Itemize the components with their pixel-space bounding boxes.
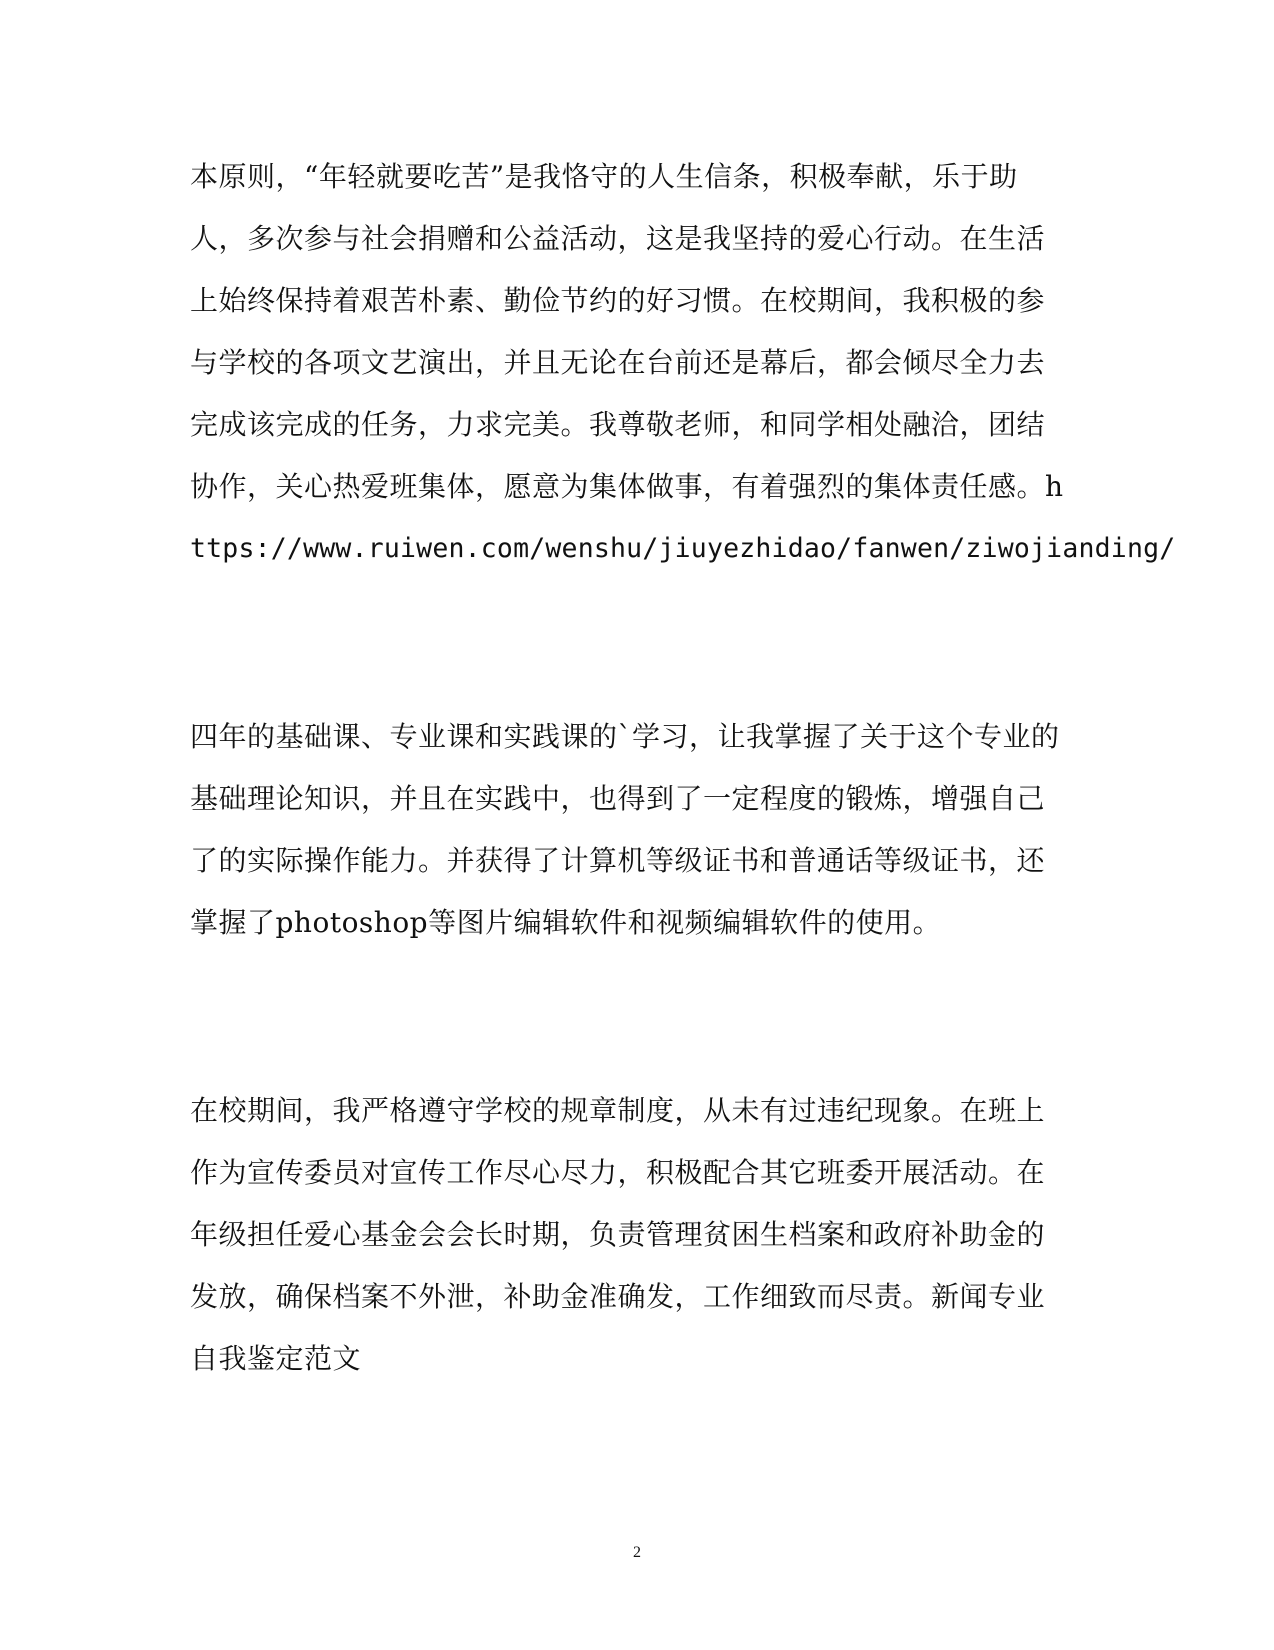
page-number: 2 — [633, 1544, 641, 1561]
paragraph-3-line-5: 自我鉴定范文 — [190, 1342, 362, 1375]
paragraph-1-line-1: 本原则，“年轻就要吃苦”是我恪守的人生信条，积极奉献，乐于助 — [190, 160, 1018, 193]
paragraph-1-url-line: ttps://www.ruiwen.com/wenshu/jiuyezhidao/fanwen/ziwojianding/ — [190, 533, 1176, 564]
paragraph-1-line-5: 完成该完成的任务，力求完美。我尊敬老师，和同学相处融洽，团结 — [190, 408, 1046, 441]
paragraph-3-line-2: 作为宣传委员对宣传工作尽心尽力，积极配合其它班委开展活动。在 — [190, 1156, 1046, 1189]
paragraph-3-line-1: 在校期间，我严格遵守学校的规章制度，从未有过违纪现象。在班上 — [190, 1094, 1046, 1127]
paragraph-1-line-4: 与学校的各项文艺演出，并且无论在台前还是幕后，都会倾尽全力去 — [190, 346, 1046, 379]
paragraph-2-line-3: 了的实际操作能力。并获得了计算机等级证书和普通话等级证书，还 — [190, 844, 1046, 877]
paragraph-2-line-2: 基础理论知识，并且在实践中，也得到了一定程度的锻炼，增强自己 — [190, 782, 1046, 815]
paragraph-3-line-3: 年级担任爱心基金会会长时期，负责管理贫困生档案和政府补助金的 — [190, 1218, 1046, 1251]
paragraph-2-line-1: 四年的基础课、专业课和实践课的`学习，让我掌握了关于这个专业的 — [190, 720, 1060, 753]
paragraph-1-line-2: 人，多次参与社会捐赠和公益活动，这是我坚持的爱心行动。在生活 — [190, 222, 1046, 255]
paragraph-1-line-6: 协作，关心热爱班集体，愿意为集体做事，有着强烈的集体责任感。h — [190, 470, 1064, 503]
paragraph-2-line-4: 掌握了photoshop等图片编辑软件和视频编辑软件的使用。 — [190, 906, 942, 939]
paragraph-1-line-3: 上始终保持着艰苦朴素、勤俭节约的好习惯。在校期间，我积极的参 — [190, 284, 1046, 317]
paragraph-3-line-4: 发放，确保档案不外泄，补助金准确发，工作细致而尽责。新闻专业 — [190, 1280, 1046, 1313]
